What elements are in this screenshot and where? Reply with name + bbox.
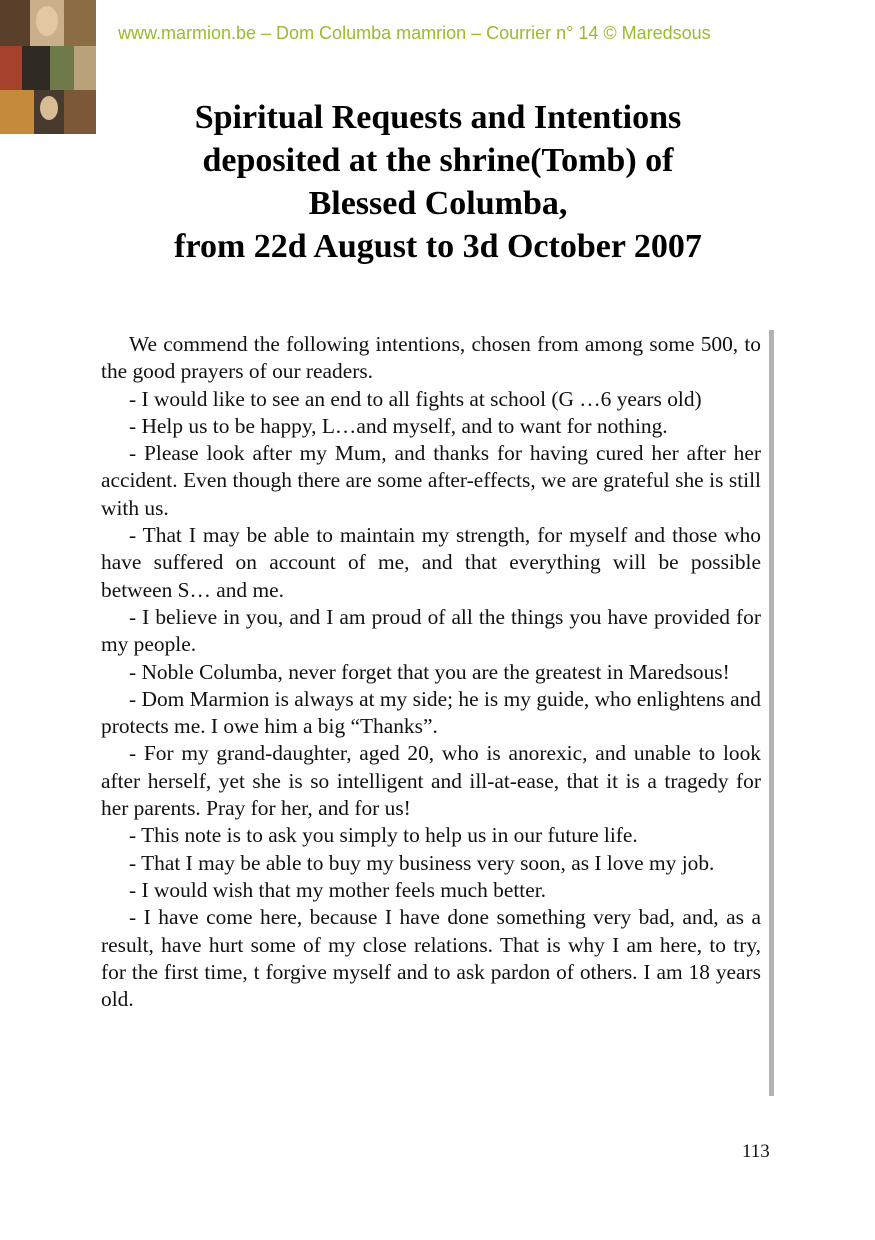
- intention-paragraph: - I would like to see an end to all fights at school (G …6 years old): [129, 386, 702, 411]
- photo-collage-image: [0, 0, 96, 134]
- title-line: deposited at the shrine(Tomb) of: [202, 142, 674, 179]
- collage-tile: [22, 46, 50, 90]
- collage-tile: [50, 46, 74, 90]
- title-line: Blessed Columba,: [308, 185, 568, 222]
- title-line: Spiritual Requests and Intentions: [194, 99, 682, 136]
- collage-tile: [36, 6, 58, 36]
- title-line: from 22d August to 3d October 2007: [174, 228, 702, 265]
- intro-paragraph: We commend the following intentions, chosen from among some 500, to the good prayers of our readers.: [101, 332, 761, 384]
- intention-paragraph: - I would wish that my mother feels much better.: [129, 877, 547, 902]
- intention-paragraph: - Please look after my Mum, and thanks for having cured her after her accident. Even though there are some after-effects, we are grateful she is still with us.: [101, 441, 761, 520]
- intention-paragraph: - I believe in you, and I am proud of all the things you have provided for my people.: [101, 604, 761, 657]
- intention-paragraph: - Dom Marmion is always at my side; he is my guide, who enlightens and protects me. I owe him a big “Thanks”.: [101, 686, 761, 739]
- margin-rule: [769, 330, 774, 1096]
- page-number: 113: [742, 1141, 770, 1162]
- source-header: www.marmion.be – Dom Columba mamrion – Courrier n° 14 © Maredsous: [118, 23, 711, 43]
- collage-tile: [0, 0, 30, 46]
- intention-paragraph: - Noble Columba, never forget that you are the greatest in Maredsous!: [129, 659, 730, 684]
- intention-paragraph: - That I may be able to buy my business very soon, as I love my job.: [129, 850, 715, 875]
- collage-tile: [40, 96, 58, 120]
- intention-paragraph: - That I may be able to maintain my strength, for myself and those who have suffered on account of me, and that everything will be possible between S… and me.: [101, 523, 761, 602]
- collage-tile: [0, 90, 34, 134]
- intention-paragraph: - For my grand-daughter, aged 20, who is anorexic, and unable to look after herself, yet she is so intelligent and ill-at-ease, that it is a tragedy for her parents. Pray for her, and for us!: [101, 741, 761, 821]
- collage-tile: [64, 0, 96, 46]
- intention-paragraph: - I have come here, because I have done something very bad, and, as a result, have hurt some of my close relations. That is why I am here, to try, for the first time, t forgive myself and to ask pardon of others. I am 18 years old.: [101, 905, 761, 1012]
- intention-paragraph: - This note is to ask you simply to help us in our future life.: [129, 823, 638, 848]
- page-title: [100, 96, 776, 268]
- intentions-text: [101, 331, 761, 1013]
- collage-tile: [0, 46, 22, 90]
- collage-tile: [74, 46, 96, 90]
- collage-tile: [64, 90, 96, 134]
- intention-paragraph: - Help us to be happy, L…and myself, and to want for nothing.: [129, 413, 668, 438]
